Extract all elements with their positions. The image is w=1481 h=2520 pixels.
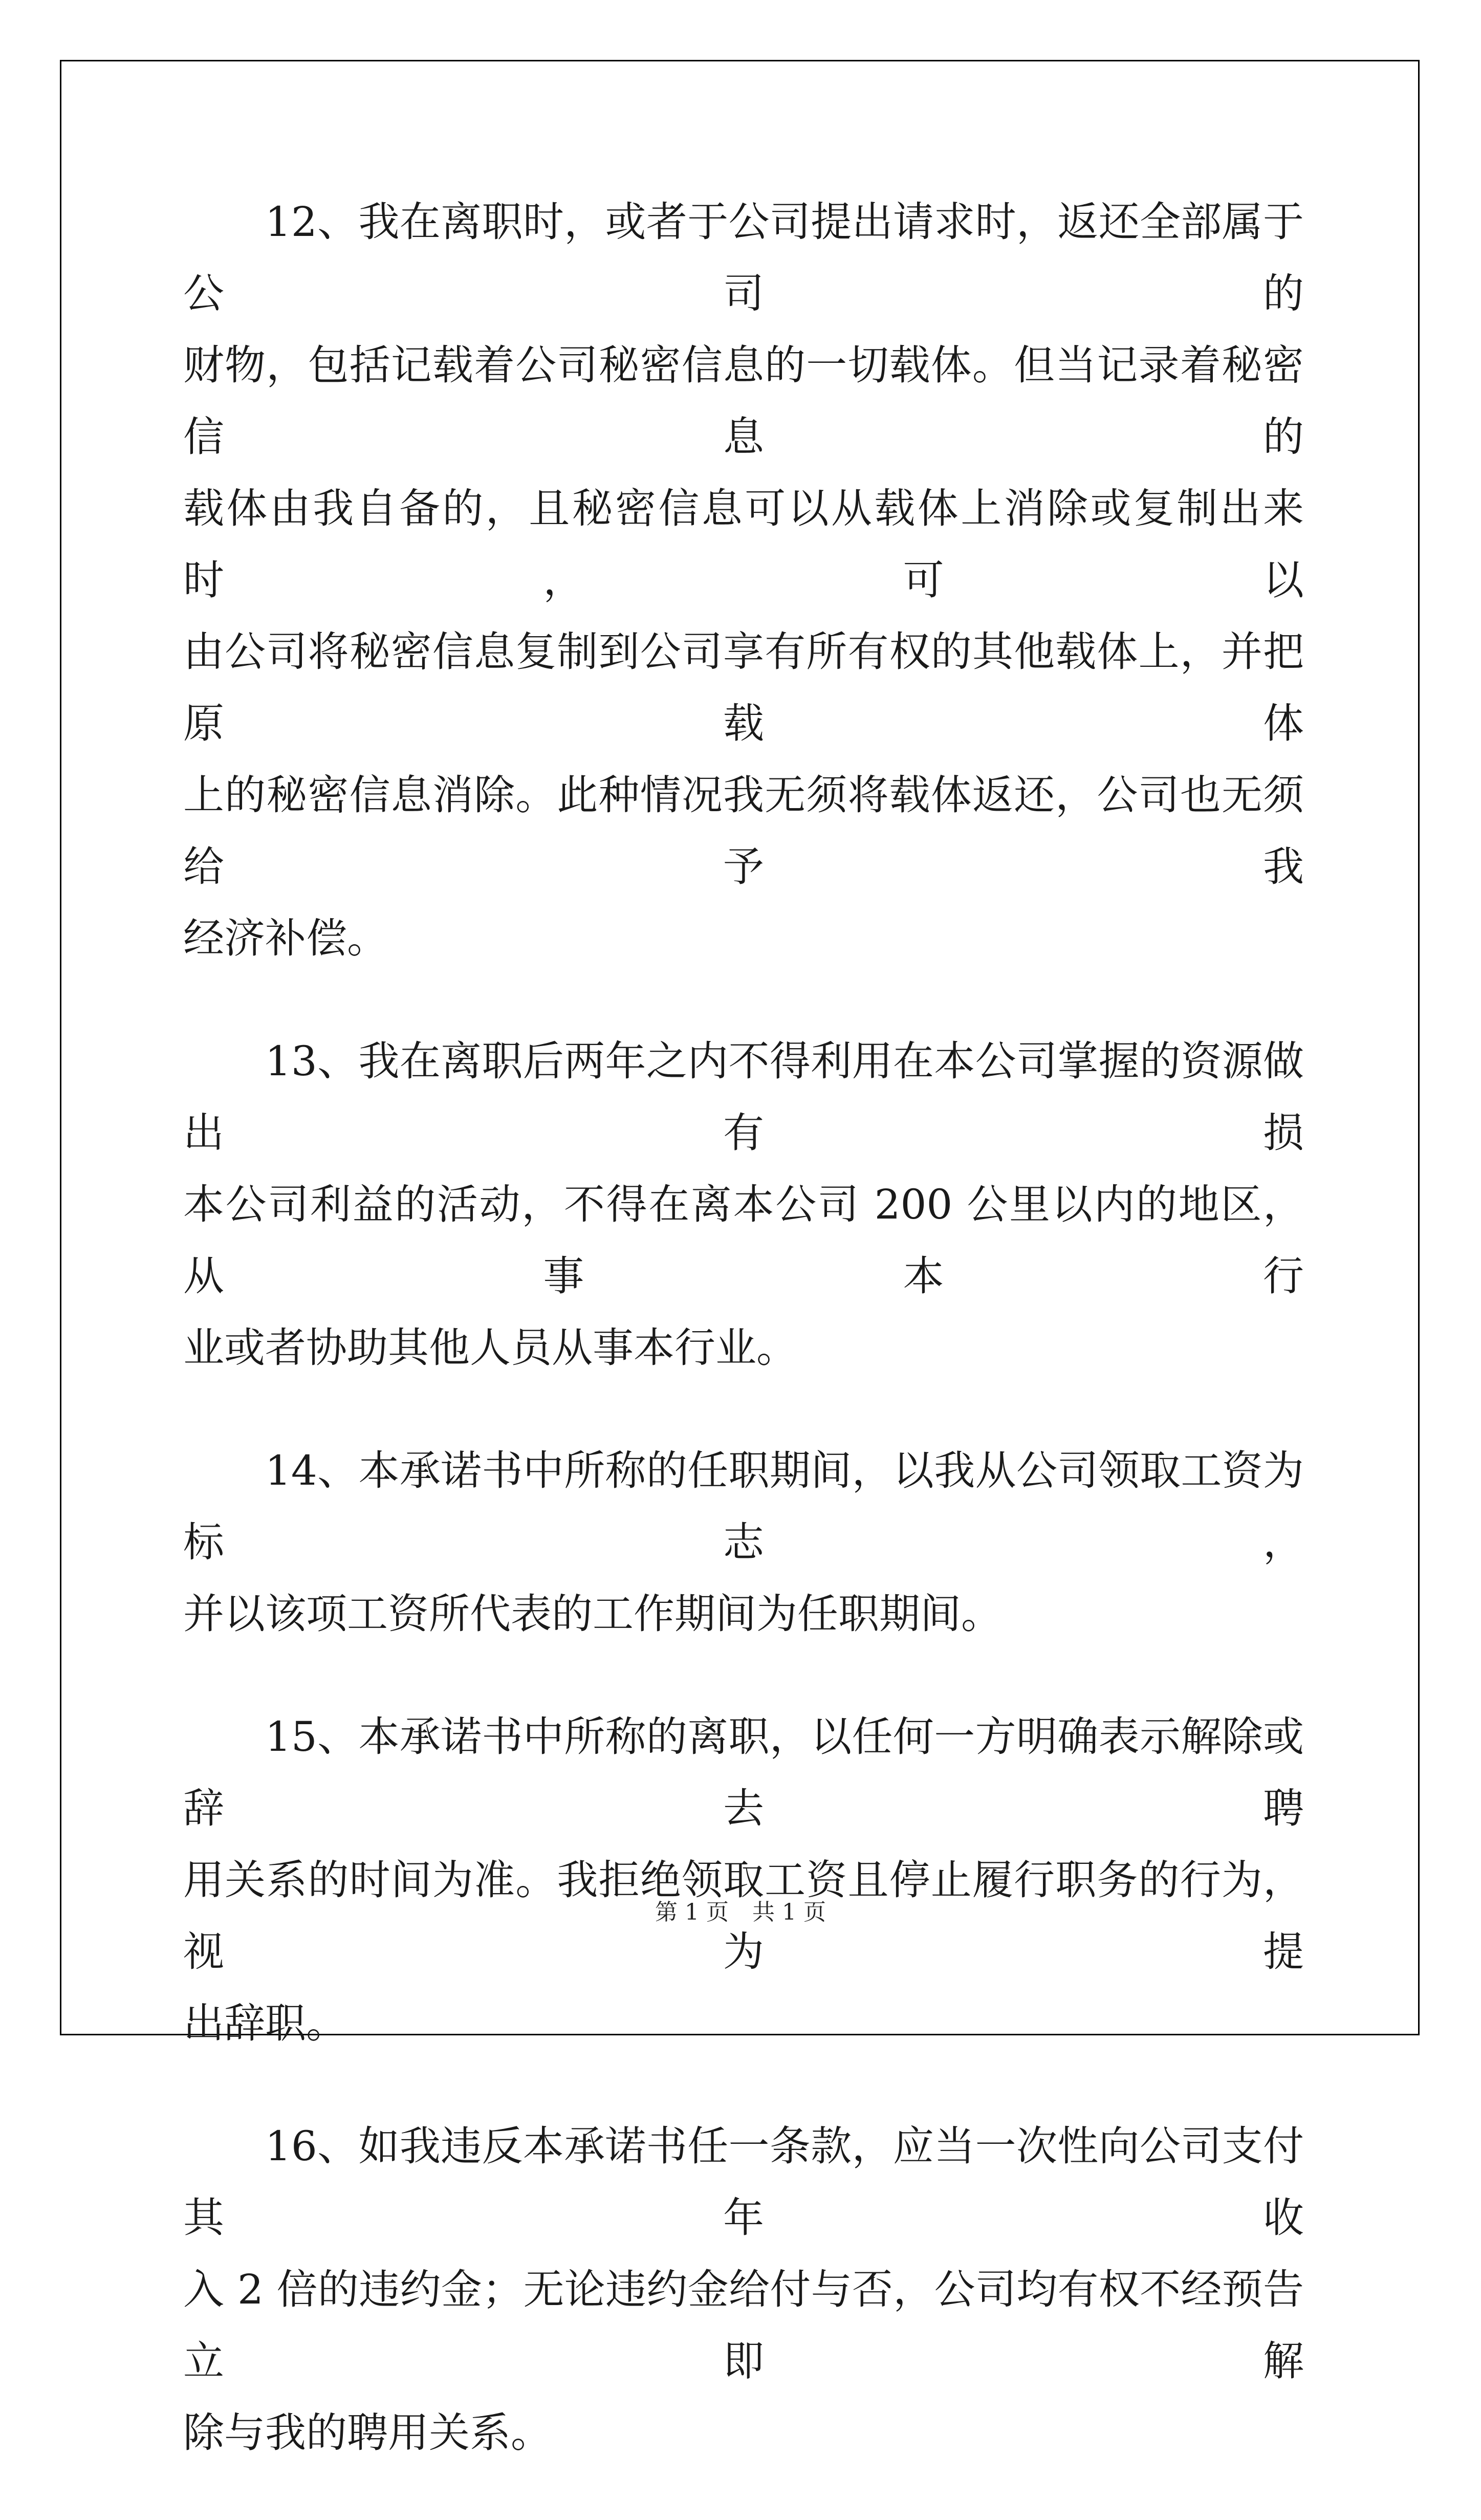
document-body <box>183 186 1304 2520</box>
paragraph-line: 上的秘密信息消除。此种情况我无须将载体返还，公司也无须给予我 <box>183 771 1304 890</box>
paragraph-line: 13、我在离职后两年之内不得利用在本公司掌握的资源做出有损 <box>183 1037 1304 1157</box>
paragraph-line: 除与我的聘用关系。 <box>183 2409 552 2457</box>
paragraph-line: 12、我在离职时，或者于公司提出请求时，返还全部属于公司的 <box>183 198 1304 317</box>
paragraph-13 <box>183 1026 1304 1384</box>
paragraph-line: 入 2 倍的违约金；无论违约金给付与否，公司均有权不经预告立即解 <box>183 2266 1304 2385</box>
page-total: 共 1 页 <box>752 1899 826 1925</box>
paragraph-line: 15、本承诺书中所称的离职，以任何一方明确表示解除或辞去聘 <box>183 1713 1304 1832</box>
paragraph-line: 用关系的时间为准。我拒绝领取工资且停止履行职务的行为，视为提 <box>183 1856 1304 1975</box>
paragraph-line: 业或者协助其他人员从事本行业。 <box>183 1324 797 1372</box>
paragraph-12 <box>183 186 1304 974</box>
paragraph-line: 由公司将秘密信息复制到公司享有所有权的其他载体上，并把原载体 <box>183 628 1304 747</box>
paragraph-16 <box>183 2111 1304 2469</box>
paragraph-line: 财物，包括记载着公司秘密信息的一切载体。但当记录着秘密信息的 <box>183 341 1304 461</box>
paragraph-line: 出辞职。 <box>183 2000 347 2047</box>
paragraph-line: 经济补偿。 <box>183 915 388 962</box>
paragraph-line: 本公司利益的活动，不得在离本公司 200 公里以内的地区，从事本行 <box>183 1181 1304 1300</box>
page-footer <box>0 1894 1481 1926</box>
paragraph-15 <box>183 1701 1304 2059</box>
paragraph-14 <box>183 1435 1304 1650</box>
paragraph-line: 16、如我违反本承诺书任一条款，应当一次性向公司支付其年收 <box>183 2122 1304 2242</box>
paragraph-line: 14、本承诺书中所称的任职期间，以我从公司领取工资为标志， <box>183 1447 1304 1566</box>
paragraph-line: 并以该项工资所代表的工作期间为任职期间。 <box>183 1590 1002 1638</box>
paragraph-line: 载体由我自备的，且秘密信息可以从载体上消除或复制出来时，可以 <box>183 485 1304 604</box>
page-number: 第 1 页 <box>655 1899 729 1925</box>
